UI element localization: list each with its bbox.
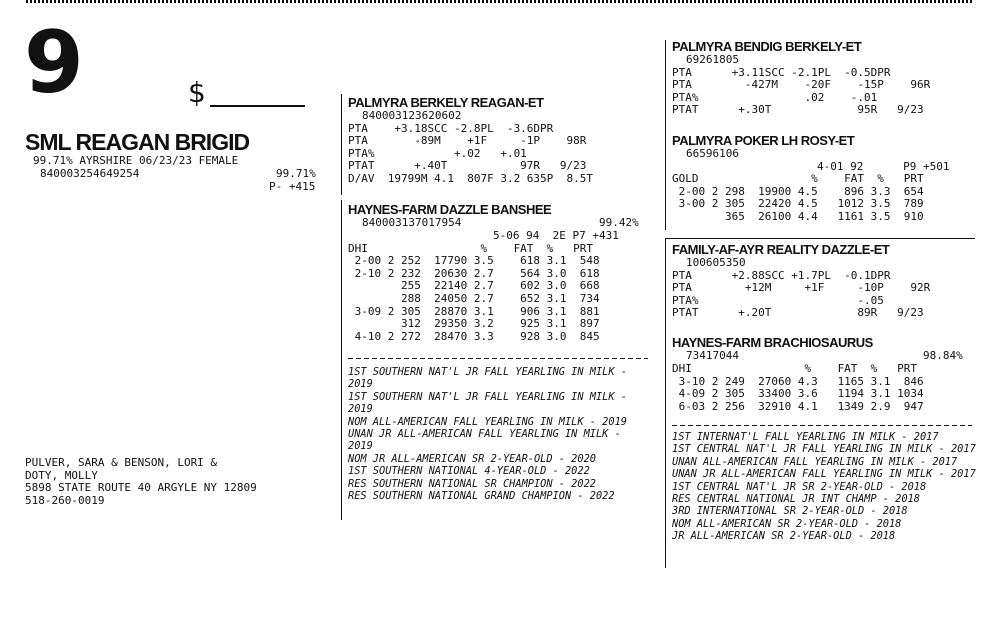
dam-dam-reg-number: 73417044 (686, 349, 739, 362)
animal-reg-number: 840003254649254 (40, 167, 140, 180)
dam-record-row: 312 29350 3.2 925 3.1 897 (348, 317, 600, 331)
dam-dam-record-row: 6-03 2 256 32910 4.1 1349 2.9 947 (672, 399, 924, 413)
sire-block (348, 95, 593, 186)
dam-sire-line-2: PTA +12M +1F -10P 92R (672, 281, 931, 295)
dam-percentage: 99.42% (599, 216, 639, 229)
dollar-sign: $ (188, 76, 206, 109)
consignor-phone: 518-260-0019 (25, 493, 105, 507)
sire-line-2: PTA -89M +1F -1P 98R (348, 134, 587, 148)
award-item: NOM ALL-AMERICAN SR 2-YEAR-OLD - 2018 (672, 517, 902, 530)
sire-dam-record-row: 365 26100 4.4 1161 3.5 910 (672, 209, 924, 223)
sire-dam-name: PALMYRA POKER LH ROSY-ET (672, 133, 855, 148)
award-item: NOM ALL-AMERICAN FALL YEARLING IN MILK - 2019 (348, 415, 627, 428)
sire-sire-line-1: PTA +3.11SCC -2.1PL -0.5DPR (672, 65, 891, 79)
animal-breed-line: 99.71% AYRSHIRE 06/23/23 FEMALE (33, 154, 239, 167)
dam-sire-name: FAMILY-AF-AYR REALITY DAZZLE-ET (672, 242, 890, 257)
dam-dam-name: HAYNES-FARM BRACHIOSAURUS (672, 335, 873, 350)
section-divider (665, 238, 975, 239)
award-item: JR ALL-AMERICAN SR 2-YEAR-OLD - 2018 (672, 530, 896, 543)
dam-dam-dhi-header: DHI % FAT % PRT (672, 362, 918, 375)
sire-name: PALMYRA BERKELY REAGAN-ET (348, 95, 544, 110)
top-dashed-border (26, 0, 974, 3)
award-item: 1ST CENTRAL NAT'L JR FALL YEARLING IN MILK - 2017 (672, 443, 976, 456)
dam-record-row: 2-00 2 252 17790 3.5 618 3.1 548 (348, 254, 600, 268)
dam-sire-line-3: PTA% -.05 (672, 293, 884, 307)
dam-dam-divider (672, 425, 972, 426)
consignor-address: 5898 STATE ROUTE 40 ARGYLE NY 12809 (25, 481, 257, 495)
sire-line-5: D/AV 19799M 4.1 807F 3.2 635P 8.5T (348, 171, 594, 185)
lot-number: 9 (24, 13, 82, 113)
animal-name: SML REAGAN BRIGID (25, 129, 250, 155)
dam-dam-block (672, 335, 972, 413)
dam-record-row: 3-09 2 305 28870 3.1 906 3.1 881 (348, 304, 600, 318)
award-item: RES SOUTHERN NATIONAL SR CHAMPION - 2022 (348, 477, 596, 490)
price-field (188, 76, 305, 109)
award-item: RES SOUTHERN NATIONAL GRAND CHAMPION - 2022 (348, 490, 615, 503)
sire-dam-record-row: 2-00 2 298 19900 4.5 896 3.3 654 (672, 184, 924, 198)
dam-record-row: 255 22140 2.7 602 3.0 668 (348, 279, 600, 293)
sire-line-4: PTAT +.40T 97R 9/23 (348, 159, 587, 173)
price-blank-line (210, 83, 305, 107)
award-item: UNAN ALL-AMERICAN FALL YEARLING IN MILK - 2017 (672, 455, 958, 468)
animal-ptat: P- +415 (269, 180, 316, 193)
sire-dam-gold-header: GOLD % FAT % PRT (672, 172, 924, 186)
dam-record-row: 4-10 2 272 28470 3.3 928 3.0 845 (348, 329, 600, 343)
sire-sire-block (672, 39, 930, 117)
dam-dam-awards-list (672, 431, 977, 543)
dam-sire-reg-number: 100605350 (686, 256, 746, 269)
dam-sire-block (672, 242, 930, 320)
consignor-line-2: DOTY, MOLLY (25, 468, 98, 482)
sire-line-1: PTA +3.18SCC -2.8PL -3.6DPR (348, 121, 554, 135)
sire-line-3: PTA% +.02 +.01 (348, 146, 527, 160)
sire-dam-classification: 4-01 92 P9 +501 (817, 159, 950, 173)
award-item: 3RD INTERNATIONAL SR 2-YEAR-OLD - 2018 (672, 505, 908, 518)
consignor-block (25, 457, 257, 507)
dam-record-row: 288 24050 2.7 652 3.1 734 (348, 291, 600, 305)
dam-dhi-header: DHI % FAT % PRT (348, 241, 594, 255)
dam-side-bracket-line (665, 238, 666, 568)
award-item: 1ST SOUTHERN NAT'L JR FALL YEARLING IN MILK - 2019 (348, 366, 634, 391)
award-item: 1ST SOUTHERN NAT'L JR FALL YEARLING IN MILK - 2019 (348, 390, 634, 416)
sire-sire-line-3: PTA% .02 -.01 (672, 90, 878, 104)
sire-side-bracket-line (665, 40, 666, 230)
sire-dam-reg-number: 66596106 (686, 147, 739, 160)
dam-dam-percentage: 98.84% (923, 349, 963, 362)
dam-awards-list (348, 366, 643, 502)
award-item: RES CENTRAL NATIONAL JR INT CHAMP - 2018 (672, 493, 920, 506)
dam-block (348, 202, 648, 343)
dam-sire-line-4: PTAT +.20T 89R 9/23 (672, 306, 924, 320)
sire-bracket-line (341, 94, 342, 195)
dam-record-row: 2-10 2 232 20630 2.7 564 3.0 618 (348, 266, 600, 280)
sire-dam-record-row: 3-00 2 305 22420 4.5 1012 3.5 789 (672, 197, 924, 211)
dam-sire-line-1: PTA +2.88SCC +1.7PL -0.1DPR (672, 268, 891, 282)
dam-classification: 5-06 94 2E P7 +431 (493, 229, 619, 242)
dam-divider (348, 358, 648, 359)
dam-name: HAYNES-FARM DAZZLE BANSHEE (348, 202, 552, 217)
award-item: UNAN JR ALL-AMERICAN FALL YEARLING IN MILK - 2017 (672, 468, 976, 481)
sire-sire-name: PALMYRA BENDIG BERKELY-ET (672, 39, 862, 54)
award-item: 1ST INTERNAT'L FALL YEARLING IN MILK - 2017 (672, 431, 939, 443)
award-item: 1ST SOUTHERN NATIONAL 4-YEAR-OLD - 2022 (348, 465, 590, 478)
sire-sire-reg-number: 69261805 (686, 53, 739, 66)
dam-bracket-line (341, 200, 342, 520)
award-item: UNAN JR ALL-AMERICAN FALL YEARLING IN MILK - 2019 (348, 428, 627, 453)
award-item: NOM JR ALL-AMERICAN SR 2-YEAR-OLD - 2020 (348, 452, 596, 465)
dam-reg-number: 840003137017954 (362, 216, 462, 229)
consignor-line-1: PULVER, SARA & BENSON, LORI & (25, 456, 218, 469)
dam-dam-record-row: 3-10 2 249 27060 4.3 1165 3.1 846 (672, 374, 924, 388)
animal-percentage: 99.71% (276, 167, 316, 180)
sire-sire-line-4: PTAT +.30T 95R 9/23 (672, 103, 924, 117)
award-item: 1ST CENTRAL NAT'L JR SR 2-YEAR-OLD - 2018 (672, 480, 927, 493)
dam-dam-record-row: 4-09 2 305 33400 3.6 1194 3.1 1034 (672, 387, 924, 401)
sire-sire-line-2: PTA -427M -20F -15P 96R (672, 78, 931, 92)
sire-reg-number: 840003123620602 (362, 109, 462, 122)
sire-dam-block (672, 133, 949, 224)
